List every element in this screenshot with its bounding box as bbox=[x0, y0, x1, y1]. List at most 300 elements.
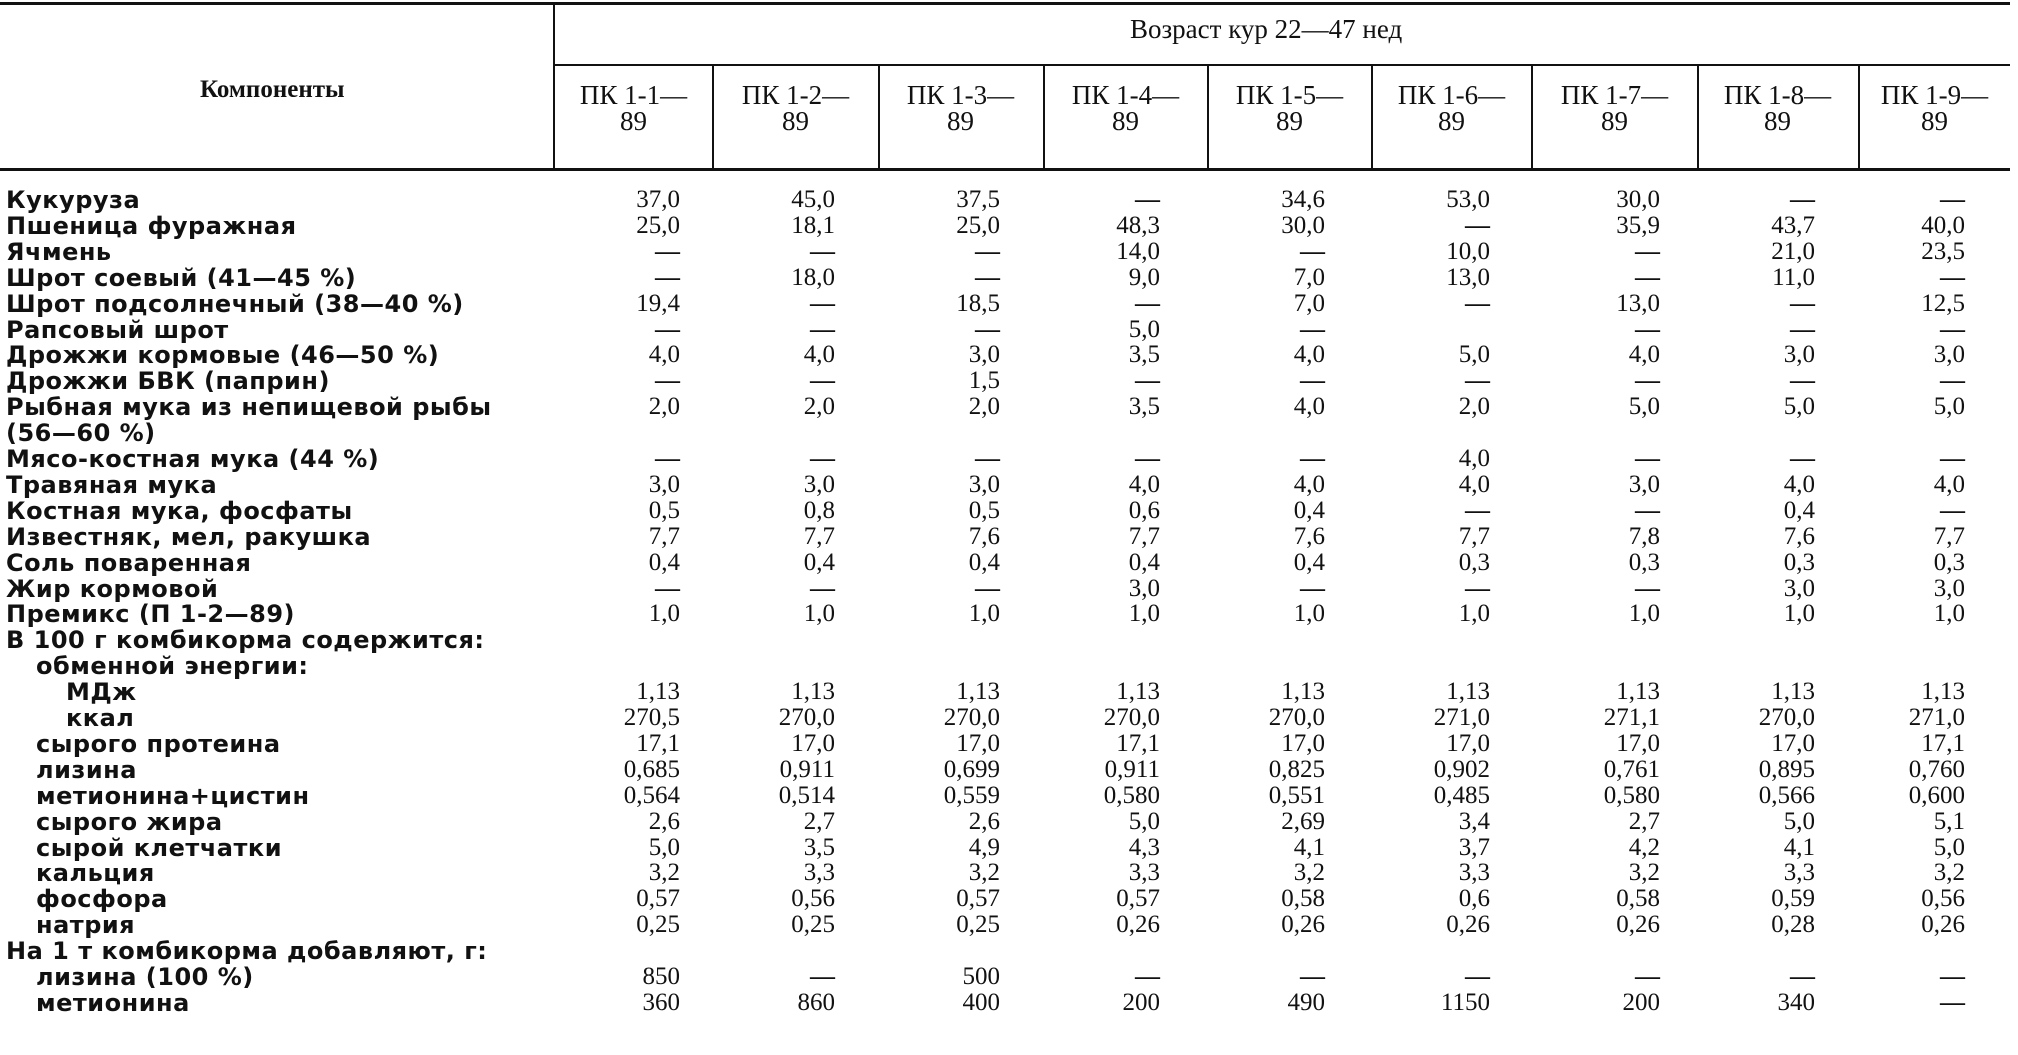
table-cell: — bbox=[1940, 367, 1965, 395]
table-row bbox=[0, 989, 2018, 1015]
table-cell: 4,0 bbox=[1293, 393, 1325, 421]
table-cell: — bbox=[1135, 289, 1160, 317]
table-cell: 1,0 bbox=[1783, 600, 1815, 628]
table-cell: 200 bbox=[1122, 988, 1160, 1016]
column-header bbox=[1532, 82, 1697, 134]
row-label: сырого жира bbox=[36, 807, 223, 836]
table-cell: — bbox=[655, 445, 680, 472]
table-cell: 4,2 bbox=[1628, 833, 1660, 861]
row-label: Травяная мука bbox=[6, 470, 218, 499]
table-row bbox=[0, 782, 2018, 808]
row-label: лизина bbox=[36, 755, 137, 784]
table-cell: 3,3 bbox=[803, 859, 835, 887]
table-cell: — bbox=[1635, 237, 1660, 265]
table-cell: 3,2 bbox=[1933, 859, 1965, 887]
table-cell: 3,0 bbox=[648, 470, 680, 498]
table-cell: 2,69 bbox=[1281, 807, 1325, 835]
table-cell: 270,0 bbox=[1758, 704, 1815, 731]
row-label: Пшеница фуражная bbox=[6, 211, 297, 240]
table-cell: 5,1 bbox=[1933, 807, 1965, 835]
table-cell: 37,5 bbox=[956, 186, 1000, 213]
table-cell: 0,911 bbox=[779, 755, 835, 783]
table-cell: 7,6 bbox=[1293, 522, 1325, 550]
table-cell: — bbox=[810, 289, 835, 317]
table-cell: — bbox=[1300, 315, 1325, 343]
row-label: Костная мука, фосфаты bbox=[6, 496, 353, 525]
table-cell: 4,0 bbox=[1293, 470, 1325, 498]
table-cell: — bbox=[1790, 289, 1815, 317]
table-cell: — bbox=[655, 237, 680, 265]
table-row bbox=[0, 575, 2018, 601]
table-row bbox=[0, 652, 2018, 681]
table-cell: 270,0 bbox=[943, 704, 1000, 731]
table-cell: 4,3 bbox=[1128, 833, 1160, 861]
column-header bbox=[1043, 82, 1208, 134]
table-cell: — bbox=[1940, 963, 1965, 990]
table-row bbox=[0, 859, 2018, 888]
table-row bbox=[0, 393, 2018, 422]
table-cell: 860 bbox=[797, 988, 835, 1016]
table-cell: 270,5 bbox=[623, 704, 680, 731]
table-cell: 360 bbox=[642, 988, 680, 1016]
table-cell: 0,760 bbox=[1908, 755, 1965, 783]
table-cell: 0,559 bbox=[943, 781, 1000, 809]
age-header: Возраст кур 22—47 нед bbox=[1130, 14, 1403, 44]
table-cell: 4,0 bbox=[648, 341, 680, 369]
table-cell: — bbox=[810, 315, 835, 343]
column-header-line1: ПК 1-5— bbox=[1235, 80, 1344, 110]
table-cell: — bbox=[810, 963, 835, 990]
table-cell: 1,0 bbox=[803, 600, 835, 628]
column-header bbox=[1369, 82, 1534, 134]
row-label: На 1 т комбикорма добавляют, г: bbox=[6, 937, 488, 966]
table-row bbox=[0, 885, 2018, 914]
table-cell: 0,26 bbox=[1921, 911, 1965, 939]
column-header-line2: 89 bbox=[1276, 106, 1303, 136]
table-row bbox=[0, 730, 2018, 756]
row-label: Шрот соевый (41—45 %) bbox=[6, 263, 357, 292]
table-cell: 2,0 bbox=[803, 393, 835, 421]
table-row bbox=[0, 497, 2018, 523]
row-label: Мясо-костная мука (44 %) bbox=[6, 445, 380, 473]
table-cell: — bbox=[1790, 186, 1815, 213]
table-cell: 5,0 bbox=[1783, 393, 1815, 421]
table-cell: 34,6 bbox=[1281, 186, 1325, 213]
table-cell: 0,5 bbox=[648, 496, 680, 524]
table-cell: 0,57 bbox=[1116, 885, 1160, 913]
column-header-line2: 89 bbox=[947, 106, 974, 136]
row-label: (56—60 %) bbox=[6, 419, 156, 448]
table-cell: 4,1 bbox=[1783, 833, 1815, 861]
table-row bbox=[0, 834, 2018, 860]
table-cell: 1,0 bbox=[1933, 600, 1965, 628]
table-cell: 0,58 bbox=[1281, 885, 1325, 913]
row-label: Соль поваренная bbox=[6, 548, 252, 577]
column-header bbox=[1695, 82, 1860, 134]
row-label: Рапсовый шрот bbox=[6, 315, 229, 344]
table-cell: 0,699 bbox=[943, 755, 1000, 783]
column-header-line2: 89 bbox=[782, 106, 809, 136]
table-cell: 7,7 bbox=[1933, 522, 1965, 550]
table-cell: 1,13 bbox=[956, 678, 1000, 706]
column-header-line2: 89 bbox=[1112, 106, 1139, 136]
table-cell: 5,0 bbox=[1458, 341, 1490, 369]
table-row bbox=[0, 419, 2018, 448]
table-cell: 5,0 bbox=[1783, 807, 1815, 835]
row-label: Кукуруза bbox=[6, 186, 141, 214]
column-header-line2: 89 bbox=[1764, 106, 1791, 136]
table-cell: 2,0 bbox=[648, 393, 680, 421]
table-cell: 3,7 bbox=[1458, 833, 1490, 861]
table-cell: 25,0 bbox=[956, 211, 1000, 239]
table-cell: 0,4 bbox=[1293, 548, 1325, 576]
row-label: сырой клетчатки bbox=[36, 833, 283, 862]
table-cell: 0,6 bbox=[1128, 496, 1160, 524]
row-label: В 100 г комбикорма содержится: bbox=[6, 626, 485, 655]
table-cell: 11,0 bbox=[1772, 263, 1815, 291]
table-cell: 53,0 bbox=[1446, 186, 1490, 213]
table-cell: — bbox=[810, 367, 835, 395]
column-header-line2: 89 bbox=[1438, 106, 1465, 136]
table-row bbox=[0, 937, 2018, 966]
table-cell: 0,902 bbox=[1433, 755, 1490, 783]
table-cell: 0,58 bbox=[1616, 885, 1660, 913]
table-cell: 17,1 bbox=[1921, 729, 1965, 757]
table-cell: 0,4 bbox=[1128, 548, 1160, 576]
table-cell: 0,3 bbox=[1783, 548, 1815, 576]
table-cell: 3,3 bbox=[1458, 859, 1490, 887]
table-cell: 1,13 bbox=[1446, 678, 1490, 706]
table-cell: 3,2 bbox=[968, 859, 1000, 887]
table-cell: — bbox=[1940, 445, 1965, 472]
table-row bbox=[0, 523, 2018, 549]
table-cell: — bbox=[975, 315, 1000, 343]
table-cell: 0,26 bbox=[1616, 911, 1660, 939]
table-cell: 7,7 bbox=[803, 522, 835, 550]
column-header-line2: 89 bbox=[620, 106, 647, 136]
table-row bbox=[0, 600, 2018, 629]
table-cell: — bbox=[1635, 367, 1660, 395]
age-header-rule bbox=[553, 64, 2010, 66]
table-cell: 0,4 bbox=[648, 548, 680, 576]
table-cell: 1,5 bbox=[968, 367, 1000, 395]
table-cell: — bbox=[810, 574, 835, 602]
table-cell: 0,59 bbox=[1771, 885, 1815, 913]
table-cell: 2,0 bbox=[1458, 393, 1490, 421]
table-cell: 1,13 bbox=[1281, 678, 1325, 706]
table-cell: — bbox=[1940, 496, 1965, 524]
table-cell: — bbox=[1635, 263, 1660, 291]
table-cell: 17,0 bbox=[1446, 729, 1490, 757]
table-cell: 14,0 bbox=[1116, 237, 1160, 265]
table-cell: 0,56 bbox=[1921, 885, 1965, 913]
table-cell: 0,485 bbox=[1433, 781, 1490, 809]
table-cell: 30,0 bbox=[1281, 211, 1325, 239]
table-cell: 1,13 bbox=[791, 678, 835, 706]
table-cell: 3,3 bbox=[1783, 859, 1815, 887]
row-label: обменной энергии: bbox=[36, 652, 309, 681]
table-cell: 4,0 bbox=[1628, 341, 1660, 369]
table-cell: 0,57 bbox=[956, 885, 1000, 913]
table-cell: 13,0 bbox=[1446, 263, 1490, 291]
table-row bbox=[0, 238, 2018, 264]
table-cell: — bbox=[1465, 574, 1490, 602]
table-cell: 3,0 bbox=[1628, 470, 1660, 498]
table-cell: — bbox=[655, 315, 680, 343]
table-cell: 4,0 bbox=[803, 341, 835, 369]
table-cell: 0,761 bbox=[1603, 755, 1660, 783]
table-cell: — bbox=[810, 445, 835, 472]
table-cell: 7,8 bbox=[1628, 522, 1660, 550]
table-cell: 5,0 bbox=[1933, 833, 1965, 861]
table-cell: 1150 bbox=[1440, 988, 1490, 1016]
table-cell: 17,0 bbox=[1616, 729, 1660, 757]
column-header-line1: ПК 1-1— bbox=[579, 80, 688, 110]
column-header bbox=[551, 82, 716, 134]
table-cell: — bbox=[1790, 445, 1815, 472]
table-cell: 270,0 bbox=[1103, 704, 1160, 731]
header-bottom-rule bbox=[0, 168, 2010, 171]
table-cell: — bbox=[1135, 186, 1160, 213]
table-cell: 7,6 bbox=[968, 522, 1000, 550]
table-cell: 400 bbox=[962, 988, 1000, 1016]
table-cell: — bbox=[1465, 211, 1490, 239]
table-cell: 1,13 bbox=[1116, 678, 1160, 706]
table-cell: 0,26 bbox=[1281, 911, 1325, 939]
table-cell: — bbox=[1635, 574, 1660, 602]
table-cell: 3,0 bbox=[968, 341, 1000, 369]
table-cell: 12,5 bbox=[1921, 289, 1965, 317]
row-label: Дрожжи БВК (паприн) bbox=[6, 367, 330, 396]
table-cell: — bbox=[1790, 367, 1815, 395]
table-cell: — bbox=[975, 263, 1000, 291]
table-cell: 0,580 bbox=[1603, 781, 1660, 809]
row-label: Дрожжи кормовые (46—50 %) bbox=[6, 341, 440, 370]
table-cell: — bbox=[1135, 445, 1160, 472]
row-label: метионина bbox=[36, 988, 190, 1017]
table-cell: 3,0 bbox=[1783, 341, 1815, 369]
table-cell: 0,911 bbox=[1104, 755, 1160, 783]
column-header-line2: 89 bbox=[1601, 106, 1628, 136]
table-cell: 3,0 bbox=[1783, 574, 1815, 602]
table-row bbox=[0, 678, 2018, 707]
row-label: лизина (100 %) bbox=[36, 963, 254, 991]
table-cell: 0,25 bbox=[956, 911, 1000, 939]
column-header bbox=[713, 82, 878, 134]
column-header bbox=[878, 82, 1043, 134]
table-cell: 17,1 bbox=[1116, 729, 1160, 757]
row-label: ккал bbox=[66, 704, 135, 732]
table-row bbox=[0, 963, 2018, 989]
table-cell: — bbox=[655, 263, 680, 291]
table-cell: 0,56 bbox=[791, 885, 835, 913]
table-cell: 4,0 bbox=[1933, 470, 1965, 498]
table-cell: 1,0 bbox=[1128, 600, 1160, 628]
table-cell: — bbox=[1300, 237, 1325, 265]
table-cell: 48,3 bbox=[1116, 211, 1160, 239]
table-row bbox=[0, 808, 2018, 834]
table-cell: 5,0 bbox=[648, 833, 680, 861]
table-cell: — bbox=[1635, 445, 1660, 472]
table-row bbox=[0, 549, 2018, 575]
table-cell: — bbox=[975, 445, 1000, 472]
table-cell: 9,0 bbox=[1128, 263, 1160, 291]
table-cell: 37,0 bbox=[636, 186, 680, 213]
row-label: Премикс (П 1-2—89) bbox=[6, 600, 295, 629]
table-row bbox=[0, 264, 2018, 290]
table-cell: 3,2 bbox=[1628, 859, 1660, 887]
table-cell: 2,6 bbox=[968, 807, 1000, 835]
table-cell: 0,825 bbox=[1268, 755, 1325, 783]
table-cell: 1,13 bbox=[1616, 678, 1660, 706]
table-cell: — bbox=[1790, 315, 1815, 343]
table-cell: 0,26 bbox=[1446, 911, 1490, 939]
table-cell: 2,7 bbox=[803, 807, 835, 835]
table-cell: — bbox=[1635, 963, 1660, 990]
table-cell: 10,0 bbox=[1446, 237, 1490, 265]
table-cell: — bbox=[655, 574, 680, 602]
table-cell: 0,551 bbox=[1268, 781, 1325, 809]
table-cell: — bbox=[1940, 988, 1965, 1016]
table-cell: — bbox=[1940, 315, 1965, 343]
table-cell: 0,4 bbox=[1783, 496, 1815, 524]
table-cell: 43,7 bbox=[1771, 211, 1815, 239]
table-cell: 271,1 bbox=[1603, 704, 1660, 731]
table-cell: — bbox=[1635, 315, 1660, 343]
table-row bbox=[0, 704, 2018, 730]
table-cell: 0,3 bbox=[1933, 548, 1965, 576]
table-cell: 3,5 bbox=[1128, 393, 1160, 421]
table-cell: 0,566 bbox=[1758, 781, 1815, 809]
table-cell: 21,0 bbox=[1771, 237, 1815, 265]
table-cell: 271,0 bbox=[1908, 704, 1965, 731]
table-cell: 0,3 bbox=[1628, 548, 1660, 576]
table-cell: 40,0 bbox=[1921, 211, 1965, 239]
table-top-rule bbox=[0, 2, 2010, 5]
table-cell: 5,0 bbox=[1628, 393, 1660, 421]
table-cell: 3,2 bbox=[648, 859, 680, 887]
table-cell: 18,5 bbox=[956, 289, 1000, 317]
table-cell: 7,0 bbox=[1293, 263, 1325, 291]
column-header-line2: 89 bbox=[1921, 106, 1948, 136]
column-header-line1: ПК 1-6— bbox=[1397, 80, 1506, 110]
table-cell: 1,13 bbox=[1771, 678, 1815, 706]
column-header-line1: ПК 1-9— bbox=[1880, 80, 1989, 110]
table-cell: 7,0 bbox=[1293, 289, 1325, 317]
table-cell: 3,0 bbox=[1933, 341, 1965, 369]
row-label: кальция bbox=[36, 859, 155, 888]
table-cell: 5,0 bbox=[1128, 807, 1160, 835]
row-label: фосфора bbox=[36, 885, 168, 914]
table-cell: — bbox=[1465, 496, 1490, 524]
table-cell: 3,0 bbox=[803, 470, 835, 498]
row-label: Рыбная мука из непищевой рыбы bbox=[6, 393, 492, 422]
table-cell: 340 bbox=[1777, 988, 1815, 1016]
table-cell: 7,7 bbox=[648, 522, 680, 550]
table-row bbox=[0, 471, 2018, 497]
column-header-line1: ПК 1-7— bbox=[1560, 80, 1669, 110]
table-cell: 4,9 bbox=[968, 833, 1000, 861]
table-cell: — bbox=[810, 237, 835, 265]
table-cell: 4,0 bbox=[1128, 470, 1160, 498]
table-cell: 0,564 bbox=[623, 781, 680, 809]
column-header-line1: ПК 1-2— bbox=[741, 80, 850, 110]
table-cell: — bbox=[975, 574, 1000, 602]
table-cell: 19,4 bbox=[636, 289, 680, 317]
table-cell: — bbox=[1465, 289, 1490, 317]
row-label: Шрот подсолнечный (38—40 %) bbox=[6, 289, 464, 318]
table-cell: — bbox=[1940, 263, 1965, 291]
table-cell: 3,5 bbox=[1128, 341, 1160, 369]
column-header-line1: ПК 1-3— bbox=[906, 80, 1015, 110]
table-cell: 500 bbox=[962, 963, 1000, 990]
table-cell: 1,0 bbox=[1293, 600, 1325, 628]
table-row bbox=[0, 367, 2018, 396]
table-cell: 13,0 bbox=[1616, 289, 1660, 317]
table-cell: 3,3 bbox=[1128, 859, 1160, 887]
table-cell: 17,0 bbox=[1281, 729, 1325, 757]
table-cell: — bbox=[1135, 367, 1160, 395]
table-cell: 0,8 bbox=[803, 496, 835, 524]
table-cell: — bbox=[1300, 963, 1325, 990]
components-header: Компоненты bbox=[200, 76, 345, 103]
table-cell: 2,7 bbox=[1628, 807, 1660, 835]
table-cell: 18,0 bbox=[791, 263, 835, 291]
table-cell: 1,0 bbox=[648, 600, 680, 628]
table-cell: 3,0 bbox=[1933, 574, 1965, 602]
table-cell: 18,1 bbox=[791, 211, 835, 239]
table-cell: 4,0 bbox=[1293, 341, 1325, 369]
table-cell: 35,9 bbox=[1616, 211, 1660, 239]
table-row bbox=[0, 756, 2018, 782]
table-row bbox=[0, 341, 2018, 370]
table-cell: — bbox=[1465, 367, 1490, 395]
table-cell: 0,4 bbox=[803, 548, 835, 576]
table-cell: 0,6 bbox=[1458, 885, 1490, 913]
table-cell: 3,2 bbox=[1293, 859, 1325, 887]
row-label: МДж bbox=[66, 678, 137, 707]
column-header-line1: ПК 1-8— bbox=[1723, 80, 1832, 110]
table-cell: 3,5 bbox=[803, 833, 835, 861]
table-cell: 0,580 bbox=[1103, 781, 1160, 809]
table-cell: 1,13 bbox=[1921, 678, 1965, 706]
table-cell: — bbox=[1790, 963, 1815, 990]
table-cell: 5,0 bbox=[1128, 315, 1160, 343]
table-cell: 0,514 bbox=[778, 781, 835, 809]
table-cell: 490 bbox=[1287, 988, 1325, 1016]
table-cell: 3,0 bbox=[1128, 574, 1160, 602]
table-cell: 3,0 bbox=[968, 470, 1000, 498]
table-cell: 0,3 bbox=[1458, 548, 1490, 576]
table-cell: 0,25 bbox=[636, 911, 680, 939]
table-cell: 270,0 bbox=[1268, 704, 1325, 731]
table-cell: — bbox=[1465, 963, 1490, 990]
table-cell: 2,6 bbox=[648, 807, 680, 835]
table-cell: 0,4 bbox=[968, 548, 1000, 576]
table-cell: — bbox=[1940, 186, 1965, 213]
table-cell: 200 bbox=[1622, 988, 1660, 1016]
table-cell: 0,25 bbox=[791, 911, 835, 939]
table-cell: 850 bbox=[642, 963, 680, 990]
table-cell: 0,57 bbox=[636, 885, 680, 913]
table-cell: 0,4 bbox=[1293, 496, 1325, 524]
table-cell: 1,0 bbox=[968, 600, 1000, 628]
table-cell: 4,0 bbox=[1458, 470, 1490, 498]
table-cell: 23,5 bbox=[1921, 237, 1965, 265]
row-label: сырого протеина bbox=[36, 729, 281, 758]
table-row bbox=[0, 626, 2018, 655]
table-cell: 7,7 bbox=[1458, 522, 1490, 550]
